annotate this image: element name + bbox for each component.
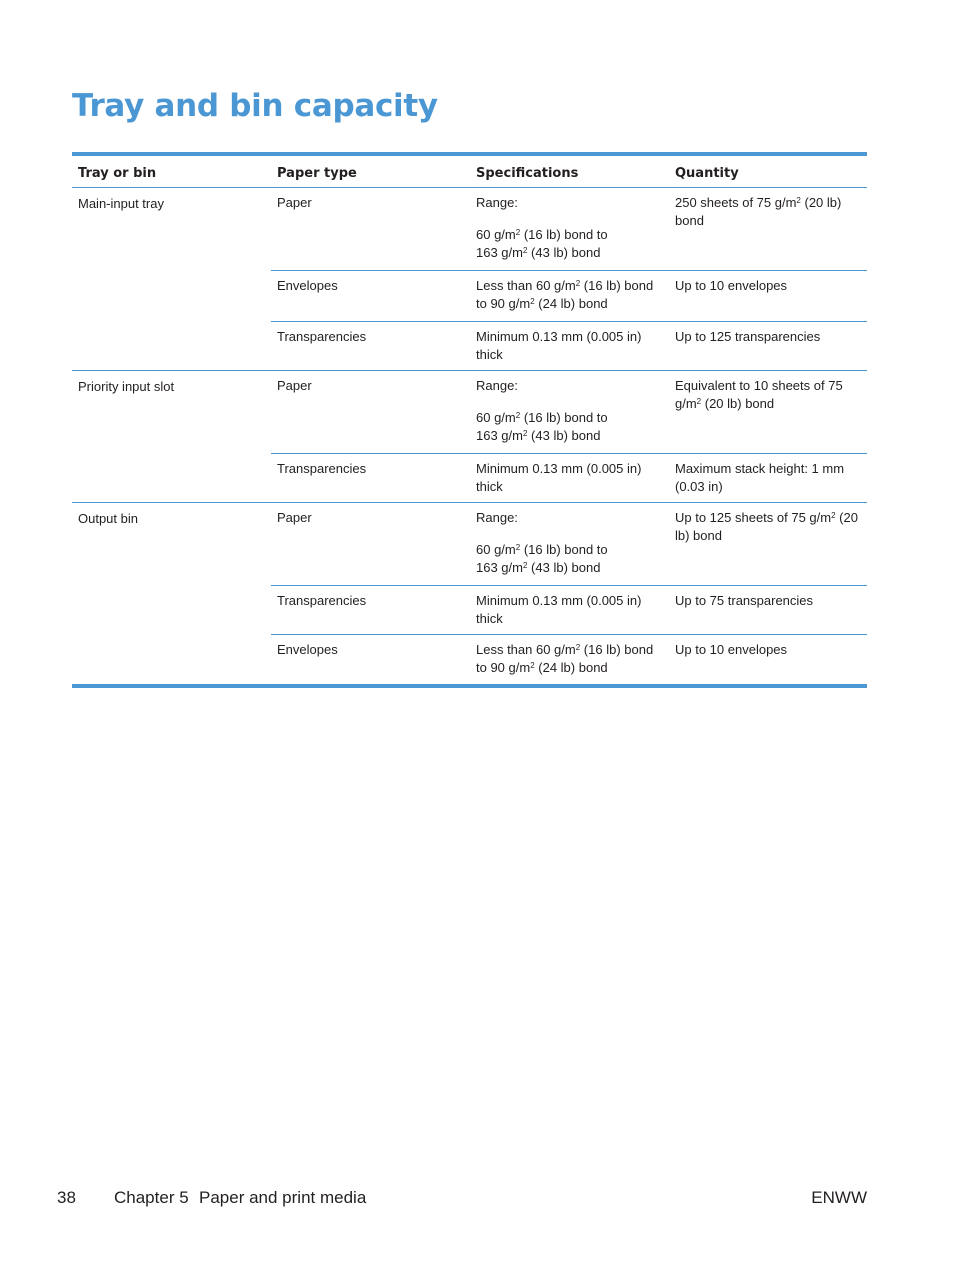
spec-text: Less than 60 g/m	[476, 278, 576, 293]
paper-type-cell: Paper	[277, 195, 312, 210]
header-quantity: Quantity	[675, 166, 739, 181]
table-row	[271, 188, 867, 270]
group-main-input-tray	[72, 188, 867, 371]
superscript: 2	[522, 561, 528, 570]
spec-text: (16 lb) bond to	[520, 227, 608, 242]
group-name: Output bin	[78, 511, 138, 526]
spec-text: (16 lb) bond to 90 g/m	[476, 642, 654, 675]
table-row	[271, 270, 867, 321]
capacity-table	[72, 152, 867, 688]
qty-text: (20 lb) bond	[675, 195, 842, 228]
footer-brand: ENWW	[811, 1188, 867, 1207]
superscript: 2	[522, 429, 528, 438]
superscript: 2	[575, 279, 581, 288]
specification-cell: Minimum 0.13 mm (0.005 in) thick	[476, 329, 642, 362]
specification-cell	[470, 188, 669, 270]
quantity-cell: Up to 75 transparencies	[675, 593, 814, 608]
specification-cell: Minimum 0.13 mm (0.005 in) thick	[476, 461, 642, 494]
paper-type-cell: Paper	[277, 378, 312, 393]
table-row	[271, 634, 867, 684]
spec-line: Range:	[476, 378, 518, 393]
superscript: 2	[796, 196, 801, 205]
paper-type-cell: Envelopes	[277, 278, 338, 293]
page-number: 38	[57, 1188, 76, 1207]
spec-text: Less than 60 g/m	[476, 642, 576, 657]
spec-line: Range:	[476, 195, 518, 210]
paper-type-cell: Paper	[277, 510, 312, 525]
spec-text: 60 g/m	[476, 542, 516, 557]
qty-text: 250 sheets of 75 g/m	[675, 195, 797, 210]
spec-line: Range:	[476, 510, 518, 525]
group-priority-input-slot	[72, 371, 867, 503]
header-paper-type: Paper type	[277, 166, 357, 181]
paper-type-cell: Transparencies	[277, 329, 367, 344]
spec-text: (16 lb) bond to 90 g/m	[476, 278, 654, 311]
qty-text: (20 lb) bond	[675, 510, 858, 543]
spec-text: 163 g/m	[476, 245, 523, 260]
superscript: 2	[515, 543, 521, 552]
table-row	[271, 371, 867, 453]
table-row	[271, 585, 867, 634]
paper-type-cell: Transparencies	[277, 461, 367, 476]
qty-text: Up to 125 sheets of 75 g/m	[675, 510, 832, 525]
specification-cell	[470, 503, 669, 585]
spec-text: (16 lb) bond to	[520, 542, 608, 557]
quantity-cell	[669, 371, 867, 453]
spec-text: (24 lb) bond	[534, 660, 608, 675]
group-output-bin	[72, 503, 867, 684]
spec-text: 60 g/m	[476, 227, 516, 242]
spec-text: 163 g/m	[476, 428, 523, 443]
superscript: 2	[515, 228, 521, 237]
paper-type-cell: Transparencies	[277, 593, 367, 608]
table-row	[271, 453, 867, 502]
footer-chapter: Chapter 5	[114, 1188, 189, 1207]
superscript: 2	[530, 297, 535, 306]
specification-cell: Minimum 0.13 mm (0.005 in) thick	[476, 593, 642, 626]
qty-text: (20 lb) bond	[701, 396, 775, 411]
qty-text: Equivalent to 10 sheets of 75 g/m	[675, 378, 843, 411]
superscript: 2	[831, 511, 836, 520]
table-row	[271, 321, 867, 370]
paper-type-cell: Envelopes	[277, 642, 338, 657]
quantity-cell: Maximum stack height: 1 mm (0.03 in)	[675, 461, 845, 494]
superscript: 2	[530, 661, 535, 670]
superscript: 2	[575, 643, 581, 652]
table-header	[72, 156, 867, 188]
spec-text: (43 lb) bond	[527, 245, 601, 260]
specification-cell	[470, 271, 669, 321]
spec-text: (24 lb) bond	[534, 296, 608, 311]
superscript: 2	[515, 411, 521, 420]
spec-text: 60 g/m	[476, 410, 516, 425]
spec-text: (16 lb) bond to	[520, 410, 608, 425]
spec-text: (43 lb) bond	[527, 560, 601, 575]
header-specifications: Specifications	[476, 166, 579, 181]
quantity-cell	[669, 503, 867, 585]
spec-text: 163 g/m	[476, 560, 523, 575]
quantity-cell: Up to 10 envelopes	[675, 278, 788, 293]
specification-cell	[470, 635, 669, 684]
quantity-cell: Up to 10 envelopes	[675, 642, 788, 657]
quantity-cell: Up to 125 transparencies	[675, 329, 821, 344]
specification-cell	[470, 371, 669, 453]
header-tray-or-bin: Tray or bin	[78, 166, 157, 181]
group-name: Main-input tray	[78, 196, 164, 211]
page-title: Tray and bin capacity	[72, 88, 438, 124]
quantity-cell	[669, 188, 867, 270]
spec-text: (43 lb) bond	[527, 428, 601, 443]
footer-section: Paper and print media	[199, 1188, 367, 1207]
superscript: 2	[696, 397, 702, 406]
table-row	[271, 503, 867, 585]
superscript: 2	[522, 246, 528, 255]
group-name: Priority input slot	[78, 379, 175, 394]
table-bottom-rule	[72, 684, 867, 688]
